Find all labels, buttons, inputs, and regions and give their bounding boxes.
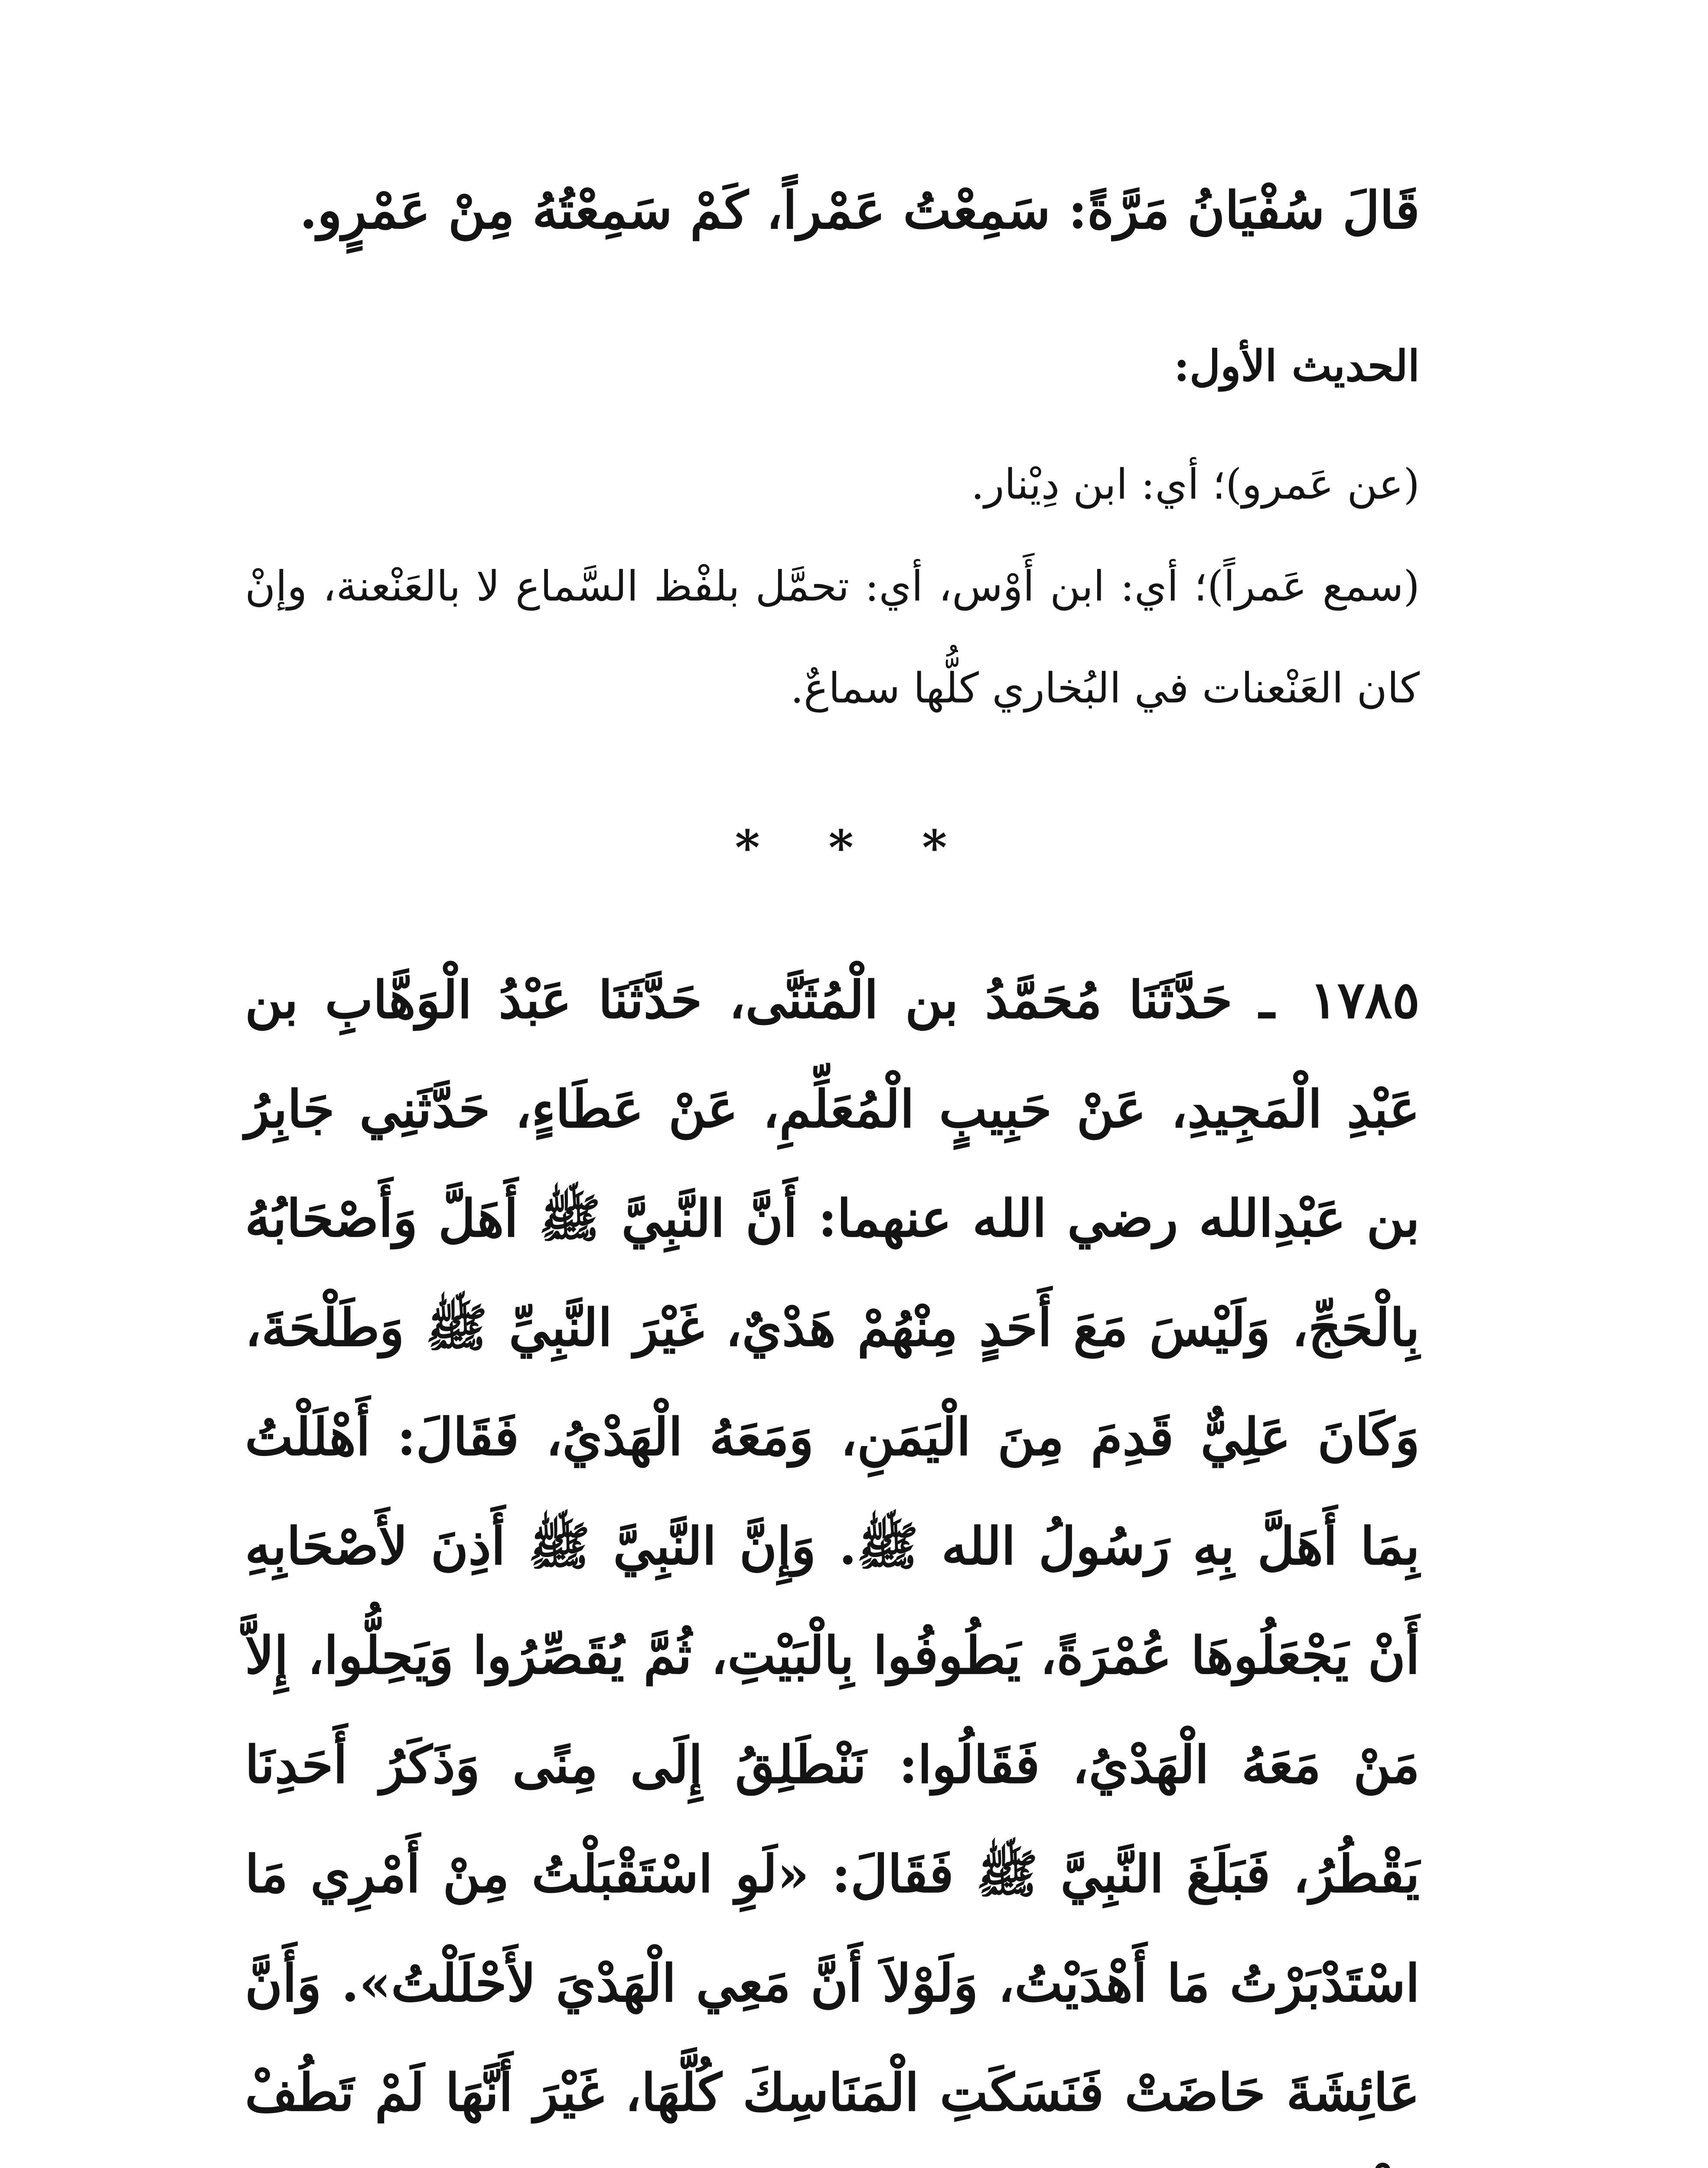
hadith-number: ١٧٨٥: [1310, 970, 1420, 1030]
commentary-line: (عن عَمرو)؛ أي: ابن دِيْنار.: [971, 460, 1420, 509]
hadith-paragraph: [245, 945, 1420, 2168]
commentary-paragraph: (سمع عَمراً)؛ أي: ابن أَوْس، أي: تحمَّل بلفْظ السَّماع لا بالعَنْعنة، وإنْ كان العَنْعنات في البُخاري كلُّها سماعٌ.: [245, 562, 1420, 712]
hadith-text: ـ حَدَّثَنَا مُحَمَّدُ بن الْمُثَنَّى، حَدَّثَنَا عَبْدُ الْوَهَّابِ بن عَبْدِ الْمَجِيدِ، عَنْ حَبِيبٍ الْمُعَلِّمِ، عَنْ عَطَاءٍ، حَدَّثَنِي جَابِرُ بن عَبْدِالله رضي الله عنهما: أَنَّ النَّبِيَّ ﷺ أَهَلَّ وَأَصْحَابُهُ بِالْحَجِّ، وَلَيْسَ مَعَ أَحَدٍ مِنْهُمْ هَدْيٌ، غَيْرَ النَّبِيِّ ﷺ وَطَلْحَةَ، وَكَانَ عَلِيٌّ قَدِمَ مِنَ الْيَمَنِ، وَمَعَهُ الْهَدْيُ، فَقَالَ: أَهْلَلْتُ بِمَا أَهَلَّ بِهِ رَسُولُ الله ﷺ. وَإِنَّ النَّبِيَّ ﷺ أَذِنَ لأَصْحَابِهِ أَنْ يَجْعَلُوهَا عُمْرَةً، يَطُوفُوا بِالْبَيْتِ، ثُمَّ يُقَصِّرُوا وَيَحِلُّوا، إِلاَّ مَنْ مَعَهُ الْهَدْيُ، فَقَالُوا: نَنْطَلِقُ إِلَى مِنًى وَذَكَرُ أَحَدِنَا يَقْطُرُ، فَبَلَغَ النَّبِيَّ ﷺ فَقَالَ: «لَوِ اسْتَقْبَلْتُ مِنْ أَمْرِي مَا اسْتَدْبَرْتُ مَا أَهْدَيْتُ، وَلَوْلاَ أَنَّ مَعِي الْهَدْيَ لأَحْلَلْتُ». وَأَنَّ عَائِشَةَ حَاضَتْ فَنَسَكَتِ الْمَنَاسِكَ كُلَّهَا، غَيْرَ أَنَّهَا لَمْ تَطُفْ: [245, 970, 1420, 2122]
section-heading: الحديث الأول:: [1173, 341, 1420, 391]
commentary: [245, 434, 1420, 739]
section-separator: * * *: [735, 820, 973, 875]
intro-line: قَالَ سُفْيَانُ مَرَّةً: سَمِعْتُ عَمْراً، كَمْ سَمِعْتُهُ مِنْ عَمْرٍو.: [299, 180, 1420, 240]
